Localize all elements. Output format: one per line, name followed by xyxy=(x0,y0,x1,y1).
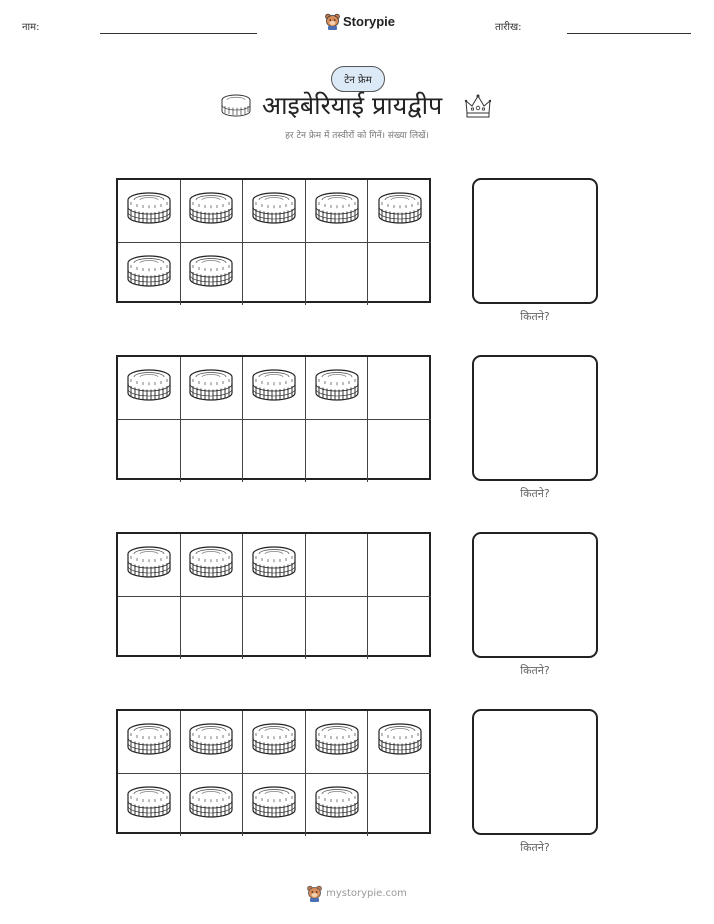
colosseum-icon xyxy=(126,785,172,825)
ten-frame-cell xyxy=(118,243,181,306)
colosseum-icon xyxy=(188,254,234,294)
bear-icon xyxy=(325,13,340,30)
colosseum-icon xyxy=(314,368,360,408)
ten-frame-cell xyxy=(118,711,181,774)
ten-frame-cell xyxy=(243,243,306,306)
topic-badge: टेन फ्रेम xyxy=(331,66,385,92)
ten-frame-cell xyxy=(368,534,431,597)
colosseum-icon xyxy=(220,93,252,119)
ten-frame xyxy=(116,355,431,480)
colosseum-icon xyxy=(188,545,234,585)
colosseum-icon xyxy=(188,191,234,231)
colosseum-icon xyxy=(314,785,360,825)
colosseum-icon xyxy=(251,722,297,762)
ten-frame-cell xyxy=(243,420,306,483)
ten-frame xyxy=(116,178,431,303)
answer-box[interactable] xyxy=(472,532,598,658)
ten-frame xyxy=(116,532,431,657)
answer-label: कितने? xyxy=(520,310,550,323)
ten-frame-cell xyxy=(118,534,181,597)
ten-frame-cell xyxy=(368,597,431,660)
answer-label: कितने? xyxy=(520,841,550,854)
ten-frame-cell xyxy=(306,774,369,837)
ten-frame-cell xyxy=(368,774,431,837)
ten-frame-cell xyxy=(306,597,369,660)
ten-frame-cell xyxy=(181,420,244,483)
ten-frame-cell xyxy=(118,597,181,660)
ten-frame-cell xyxy=(306,357,369,420)
ten-frame-cell xyxy=(181,243,244,306)
colosseum-icon xyxy=(126,254,172,294)
answer-box[interactable] xyxy=(472,178,598,304)
ten-frame xyxy=(116,709,431,834)
name-label: नाम: xyxy=(22,22,40,33)
name-line[interactable] xyxy=(100,33,257,34)
brand-name: Storypie xyxy=(343,14,396,29)
date-label: तारीख: xyxy=(495,22,522,33)
ten-frame-cell xyxy=(243,180,306,243)
ten-frame-cell xyxy=(243,534,306,597)
colosseum-icon xyxy=(126,545,172,585)
ten-frame-cell xyxy=(368,180,431,243)
footer xyxy=(0,885,714,902)
ten-frame-cell xyxy=(368,420,431,483)
ten-frame-cell xyxy=(181,711,244,774)
ten-frame-cell xyxy=(181,597,244,660)
ten-frame-cell xyxy=(243,711,306,774)
ten-frame-cell xyxy=(368,357,431,420)
ten-frame-cell xyxy=(243,597,306,660)
ten-frame-cell xyxy=(181,357,244,420)
ten-frame-cell xyxy=(243,774,306,837)
colosseum-icon xyxy=(126,191,172,231)
ten-frame-cell xyxy=(181,534,244,597)
ten-frame-cell xyxy=(306,420,369,483)
colosseum-icon xyxy=(188,368,234,408)
ten-frame-cell xyxy=(118,180,181,243)
bear-icon xyxy=(307,885,322,902)
colosseum-icon xyxy=(251,368,297,408)
colosseum-icon xyxy=(126,368,172,408)
ten-frame-cell xyxy=(118,420,181,483)
crown-icon xyxy=(464,93,492,119)
colosseum-icon xyxy=(314,191,360,231)
colosseum-icon xyxy=(251,785,297,825)
answer-label: कितने? xyxy=(520,664,550,677)
answer-box[interactable] xyxy=(472,355,598,481)
ten-frame-cell xyxy=(306,243,369,306)
ten-frame-cell xyxy=(306,711,369,774)
date-line[interactable] xyxy=(567,33,691,34)
colosseum-icon xyxy=(377,191,423,231)
footer-url[interactable]: mystorypie.com xyxy=(326,888,407,899)
page-title: आइबेरियाई प्रायद्वीप xyxy=(262,91,443,120)
ten-frame-cell xyxy=(306,534,369,597)
colosseum-icon xyxy=(188,722,234,762)
brand-logo xyxy=(325,13,395,30)
ten-frame-cell xyxy=(306,180,369,243)
colosseum-icon xyxy=(188,785,234,825)
ten-frame-cell xyxy=(118,774,181,837)
colosseum-icon xyxy=(126,722,172,762)
ten-frame-cell xyxy=(181,180,244,243)
ten-frame-cell xyxy=(118,357,181,420)
ten-frame-cell xyxy=(368,711,431,774)
ten-frame-cell xyxy=(243,357,306,420)
answer-box[interactable] xyxy=(472,709,598,835)
colosseum-icon xyxy=(314,722,360,762)
colosseum-icon xyxy=(251,191,297,231)
instructions: हर टेन फ्रेम में तस्वीरों को गिनें। संख्या लिखें। xyxy=(285,131,429,141)
ten-frame-cell xyxy=(368,243,431,306)
colosseum-icon xyxy=(251,545,297,585)
ten-frame-cell xyxy=(181,774,244,837)
colosseum-icon xyxy=(377,722,423,762)
answer-label: कितने? xyxy=(520,487,550,500)
